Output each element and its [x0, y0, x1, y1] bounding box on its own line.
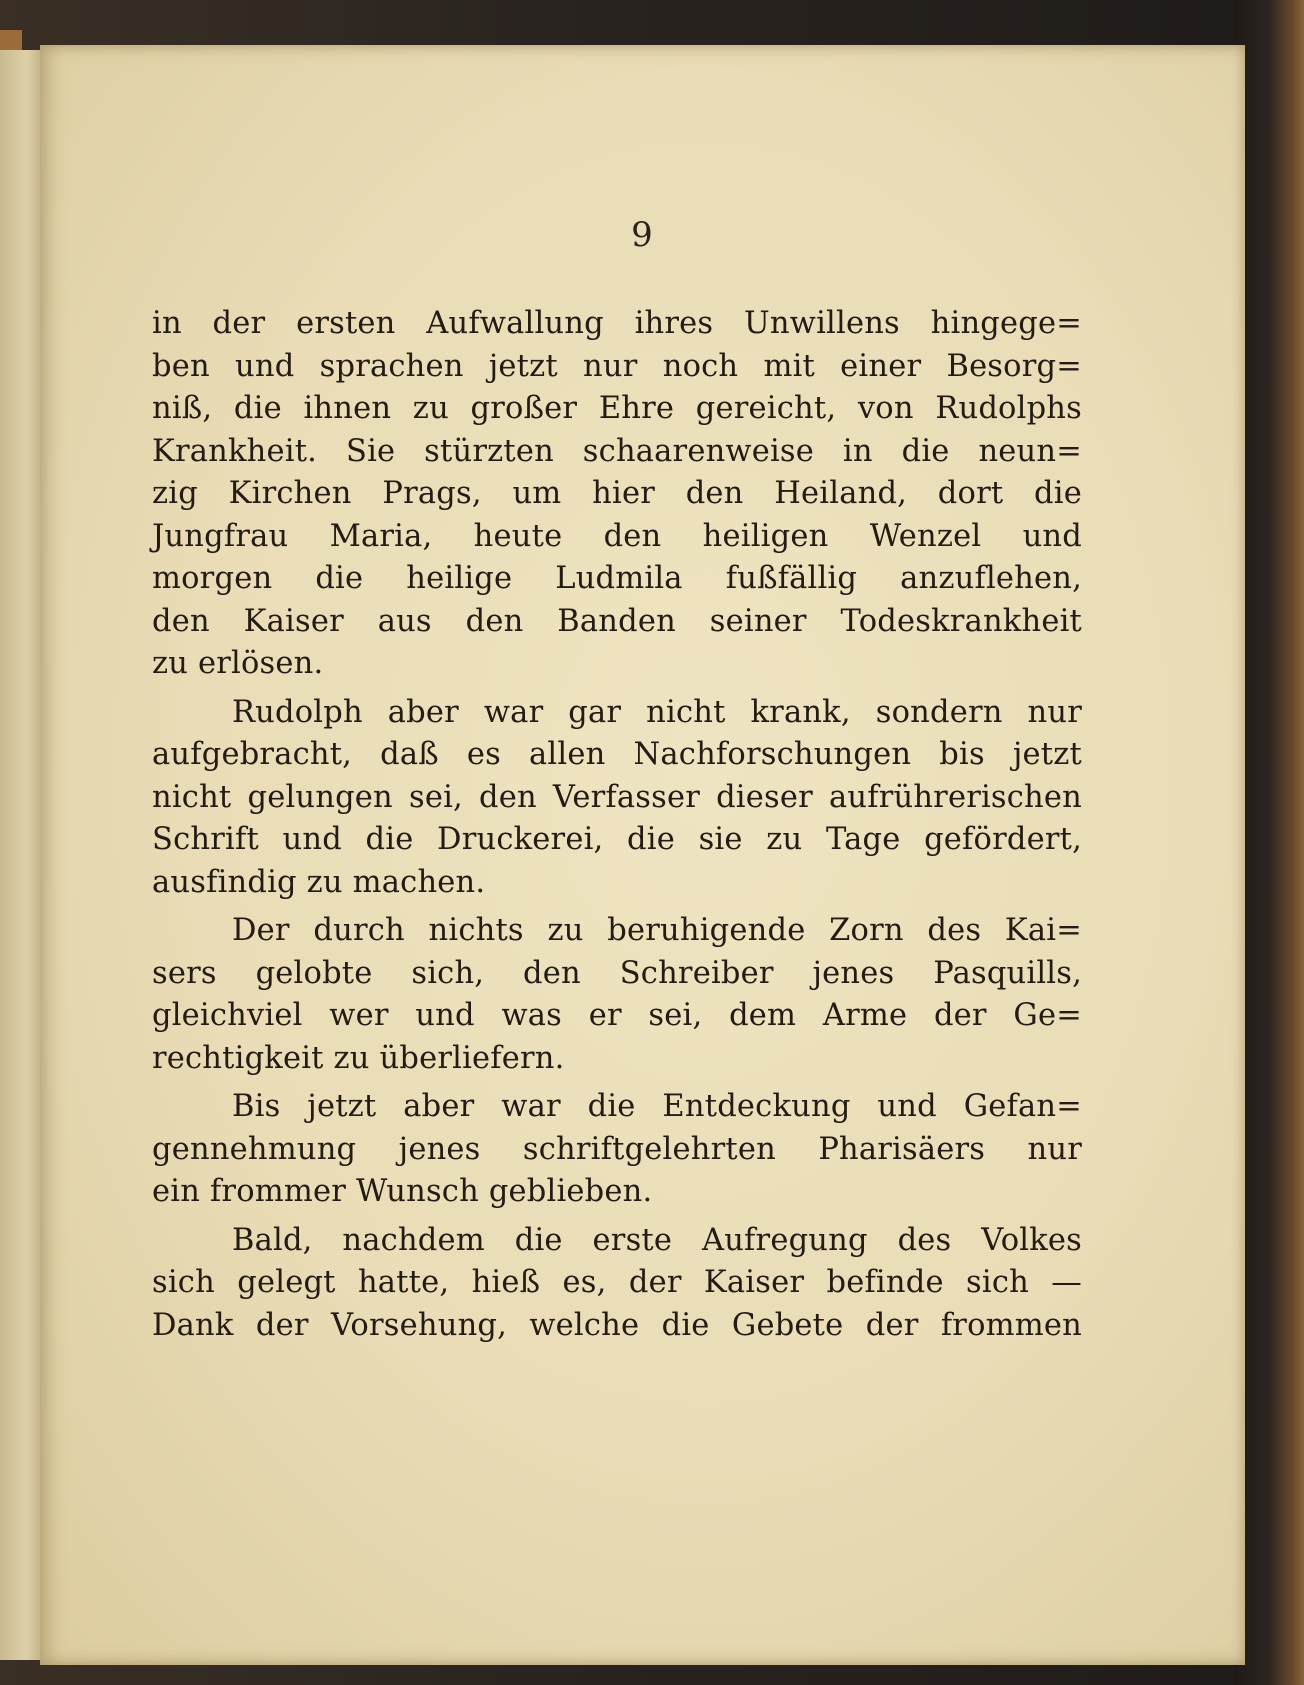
text-line: zu erlösen.	[152, 646, 324, 681]
text-line: gennehmung jenes schriftgelehrten Pharisäers nur	[152, 1131, 1082, 1167]
book-page	[40, 45, 1245, 1665]
text-line: Der durch nichts zu beruhigende Zorn des Kai=	[232, 913, 1082, 948]
text-line: Rudolph aber war gar nicht krank, sondern nur	[232, 694, 1082, 730]
page-number: 9	[631, 215, 654, 255]
text-line: ausfindig zu machen.	[152, 864, 486, 900]
text-line: ein frommer Wunsch geblieben.	[152, 1174, 653, 1209]
text-line: morgen die heilige Ludmila fußfällig anzuflehen,	[152, 561, 1082, 596]
text-line: sich gelegt hatte, hieß es, der Kaiser befinde sich —	[152, 1265, 1082, 1300]
text-line: Schrift und die Druckerei, die sie zu Tage gefördert,	[152, 822, 1082, 857]
text-line: ben und sprachen jetzt nur noch mit einer Besorg=	[152, 348, 1082, 384]
text-line: in der ersten Aufwallung ihres Unwillens hingege=	[152, 306, 1082, 341]
paragraph	[152, 1220, 1082, 1348]
paragraph	[152, 692, 1082, 905]
facing-page-edge	[0, 50, 44, 1660]
text-line: den Kaiser aus den Banden seiner Todeskrankheit	[152, 603, 1082, 639]
text-line: Krankheit. Sie stürzten schaarenweise in die neun=	[152, 433, 1082, 469]
text-line: Bald, nachdem die erste Aufregung des Volkes	[232, 1222, 1082, 1258]
text-line: Dank der Vorsehung, welche die Gebete der frommen	[152, 1307, 1082, 1343]
text-line: gleichviel wer und was er sei, dem Arme der Ge=	[152, 998, 1082, 1033]
text-line: nicht gelungen sei, den Verfasser dieser aufrührerischen	[152, 779, 1082, 815]
text-line: zig Kirchen Prags, um hier den Heiland, dort die	[152, 476, 1082, 511]
text-line: Jungfrau Maria, heute den heiligen Wenzel und	[152, 518, 1082, 554]
text-line: niß, die ihnen zu großer Ehre gereicht, von Rudolphs	[152, 391, 1082, 426]
text-line: rechtigkeit zu überliefern.	[152, 1040, 565, 1076]
body-text	[152, 303, 1082, 1347]
paragraph	[152, 1086, 1082, 1214]
text-line: sers gelobte sich, den Schreiber jenes Pasquills,	[152, 955, 1082, 991]
text-line: aufgebracht, daß es allen Nachforschungen bis jetzt	[152, 737, 1082, 772]
paragraph	[152, 303, 1082, 686]
text-line: Bis jetzt aber war die Entdeckung und Gefan=	[232, 1089, 1082, 1124]
paragraph	[152, 910, 1082, 1080]
